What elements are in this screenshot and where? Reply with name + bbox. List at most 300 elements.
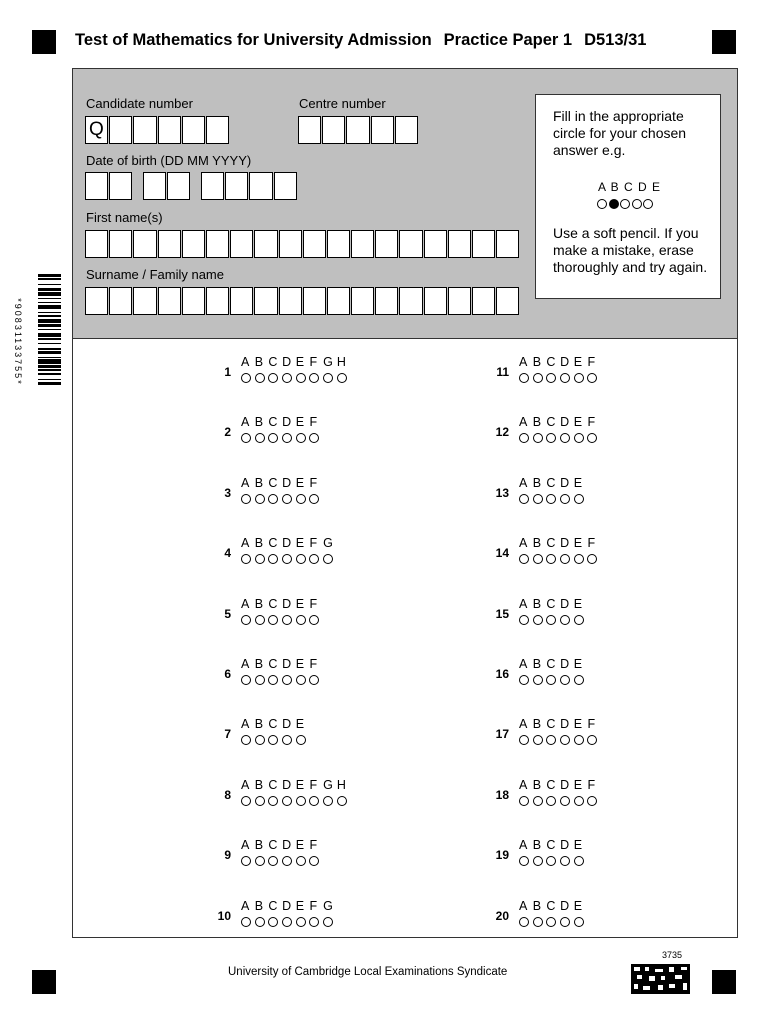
answer-bubble-a[interactable] (241, 554, 251, 564)
barcode-bar (38, 365, 61, 368)
answer-bubble-f[interactable] (587, 554, 597, 564)
surname-box[interactable] (254, 287, 277, 315)
dob-label: Date of birth (DD MM YYYY) (86, 153, 252, 168)
answer-bubble-b[interactable] (255, 796, 265, 806)
answer-bubble-e[interactable] (574, 373, 584, 383)
option-letter: D (282, 355, 292, 369)
option-letters (519, 536, 601, 550)
option-letter: A (241, 536, 250, 551)
answer-bubble-e[interactable] (574, 917, 584, 927)
answer-bubble-a[interactable] (241, 675, 251, 685)
barcode-bar (38, 379, 61, 380)
question-number: 18 (495, 787, 509, 802)
option-letters (241, 838, 323, 852)
option-letter: C (546, 838, 556, 853)
answer-bubble-b[interactable] (255, 373, 265, 383)
answer-bubbles (519, 735, 601, 745)
option-letter: C (546, 777, 556, 792)
answer-bubble-c[interactable] (268, 615, 278, 625)
answer-bubbles (241, 735, 309, 745)
option-letter: E (295, 657, 305, 671)
option-letter: A (519, 355, 528, 369)
option-letter: B (532, 898, 542, 913)
answer-bubble-e[interactable] (574, 433, 584, 443)
barcode-bar (38, 288, 61, 291)
answer-bubble-a[interactable] (519, 615, 529, 625)
option-letters (241, 536, 337, 550)
answer-bubble-a[interactable] (241, 796, 251, 806)
barcode-bar (38, 369, 61, 370)
answer-bubble-g[interactable] (323, 554, 333, 564)
surname-box[interactable] (206, 287, 229, 315)
option-letters (519, 415, 601, 429)
answer-bubble-e[interactable] (574, 554, 584, 564)
first-name-box[interactable] (133, 230, 156, 258)
candidate-number-box[interactable] (133, 116, 156, 144)
answer-bubble-d[interactable] (282, 494, 292, 504)
option-letter: F (587, 717, 596, 732)
option-letter: C (268, 838, 278, 853)
option-letter: F (309, 777, 318, 792)
surname-box[interactable] (448, 287, 471, 315)
answer-bubble-d[interactable] (282, 856, 292, 866)
answer-bubble-e[interactable] (574, 615, 584, 625)
answer-bubbles (519, 917, 587, 927)
answer-bubble-b[interactable] (255, 917, 265, 927)
option-letter: D (560, 898, 570, 913)
option-letters (519, 657, 587, 671)
answer-bubble-b[interactable] (255, 856, 265, 866)
example-circles (597, 199, 655, 209)
answer-bubble-b[interactable] (533, 615, 543, 625)
option-letter: E (573, 838, 583, 853)
surname-box[interactable] (351, 287, 374, 315)
instructions-pencil-text: Use a soft pencil. If you make a mistake, erase thoroughly and try again. (553, 225, 708, 275)
answer-bubble-e[interactable] (296, 494, 306, 504)
first-name-box[interactable] (254, 230, 277, 258)
answer-bubble-f[interactable] (587, 735, 597, 745)
question-number: 9 (224, 848, 231, 863)
answer-bubble-f[interactable] (309, 433, 319, 443)
surname-box[interactable] (472, 287, 495, 315)
answer-bubble-b[interactable] (533, 917, 543, 927)
answer-bubble-c[interactable] (268, 796, 278, 806)
answer-bubble-c[interactable] (546, 554, 556, 564)
answer-bubble-h[interactable] (337, 373, 347, 383)
first-name-box[interactable] (85, 230, 108, 258)
first-name-box[interactable] (303, 230, 326, 258)
dob-month-box[interactable] (167, 172, 190, 200)
dob-day-box[interactable] (85, 172, 108, 200)
answer-bubble-c[interactable] (268, 373, 278, 383)
answer-bubble-c[interactable] (546, 796, 556, 806)
option-letter: F (309, 475, 318, 490)
answer-bubble-a[interactable] (519, 796, 529, 806)
example-empty-circle (620, 199, 630, 209)
first-name-box[interactable] (496, 230, 519, 258)
surname-box[interactable] (375, 287, 398, 315)
answer-bubble-c[interactable] (268, 856, 278, 866)
option-letter: D (560, 415, 570, 430)
first-name-box[interactable] (375, 230, 398, 258)
surname-box[interactable] (133, 287, 156, 315)
answer-bubble-c[interactable] (546, 373, 556, 383)
centre-number-box[interactable] (371, 116, 394, 144)
footer-syndicate: University of Cambridge Local Examinations Syndicate (228, 966, 508, 978)
option-letter: F (309, 355, 318, 369)
option-letters (519, 717, 601, 731)
option-letter: E (573, 717, 583, 732)
answer-bubble-a[interactable] (241, 856, 251, 866)
candidate-number-box: Q (85, 116, 108, 144)
option-letter: A (241, 415, 250, 430)
answer-bubble-c[interactable] (268, 494, 278, 504)
answer-bubble-d[interactable] (282, 735, 292, 745)
answer-bubble-d[interactable] (560, 433, 570, 443)
question-number: 14 (495, 546, 509, 561)
answer-bubble-f[interactable] (309, 917, 319, 927)
answer-bubble-a[interactable] (519, 917, 529, 927)
answer-bubble-d[interactable] (560, 796, 570, 806)
barcode-bar (38, 343, 61, 344)
candidate-number-box[interactable] (158, 116, 181, 144)
question-number: 20 (495, 908, 509, 923)
answer-bubble-c[interactable] (546, 615, 556, 625)
question-number: 15 (495, 606, 509, 621)
answer-bubbles (241, 373, 351, 383)
answer-bubble-e[interactable] (574, 735, 584, 745)
first-name-box[interactable] (279, 230, 302, 258)
option-letters (519, 838, 587, 852)
page-title (75, 31, 646, 50)
answer-bubble-d[interactable] (560, 494, 570, 504)
candidate-number-box[interactable] (206, 116, 229, 144)
surname-box[interactable] (496, 287, 519, 315)
option-letter: B (532, 475, 542, 490)
option-letter: C (268, 475, 278, 490)
surname-box[interactable] (85, 287, 108, 315)
example-empty-circle (597, 199, 607, 209)
registration-mark-top-left (32, 30, 56, 54)
answer-bubble-b[interactable] (255, 735, 265, 745)
answer-bubble-e[interactable] (296, 735, 306, 745)
answer-bubble-c[interactable] (268, 735, 278, 745)
option-letter: A (519, 475, 528, 490)
question-number: 2 (224, 425, 231, 440)
first-name-box[interactable] (158, 230, 181, 258)
option-letter: B (254, 536, 264, 551)
first-name-box[interactable] (472, 230, 495, 258)
answer-bubble-a[interactable] (241, 373, 251, 383)
answer-bubble-f[interactable] (309, 554, 319, 564)
answer-bubble-g[interactable] (323, 796, 333, 806)
answer-bubble-f[interactable] (587, 373, 597, 383)
answer-bubble-e[interactable] (574, 494, 584, 504)
answer-bubble-e[interactable] (296, 554, 306, 564)
answer-bubble-e[interactable] (296, 917, 306, 927)
option-letter: A (241, 717, 250, 732)
answer-bubble-f[interactable] (587, 433, 597, 443)
option-letters (519, 597, 587, 611)
barcode-bar (38, 359, 61, 363)
answer-bubble-a[interactable] (241, 917, 251, 927)
answer-bubble-d[interactable] (560, 735, 570, 745)
option-letter: G (323, 355, 333, 369)
answer-bubble-b[interactable] (255, 675, 265, 685)
centre-number-box[interactable] (298, 116, 321, 144)
option-letter: A (519, 657, 528, 671)
option-letter: A (241, 838, 250, 853)
answer-bubble-a[interactable] (519, 735, 529, 745)
answer-bubble-c[interactable] (546, 433, 556, 443)
first-name-box[interactable] (424, 230, 447, 258)
option-letter: B (532, 596, 542, 611)
answer-bubble-e[interactable] (296, 373, 306, 383)
answer-bubbles (241, 796, 351, 806)
answer-bubble-c[interactable] (546, 675, 556, 685)
answer-bubble-f[interactable] (309, 494, 319, 504)
option-letter: H (336, 355, 346, 369)
option-letter: E (573, 415, 583, 430)
candidate-number-box[interactable] (109, 116, 132, 144)
surname-box[interactable] (158, 287, 181, 315)
option-letter: G (323, 536, 333, 551)
example-empty-circle (643, 199, 653, 209)
answer-bubble-f[interactable] (309, 796, 319, 806)
option-letter: C (268, 777, 278, 792)
answer-bubble-d[interactable] (560, 554, 570, 564)
dob-year-box[interactable] (201, 172, 224, 200)
surname-box[interactable] (279, 287, 302, 315)
answer-bubble-b[interactable] (255, 494, 265, 504)
answer-bubble-b[interactable] (533, 856, 543, 866)
answer-bubble-b[interactable] (255, 433, 265, 443)
option-letters (241, 355, 351, 369)
question-number: 10 (217, 908, 231, 923)
answer-bubble-d[interactable] (282, 675, 292, 685)
option-letter: D (282, 596, 292, 611)
first-name-box[interactable] (399, 230, 422, 258)
option-letter: A (519, 415, 528, 430)
candidate-details-panel (73, 69, 737, 339)
option-letter: D (282, 657, 292, 671)
option-letter: B (254, 415, 264, 430)
question-number: 7 (224, 727, 231, 742)
answer-bubble-a[interactable] (519, 373, 529, 383)
option-letter: B (532, 355, 542, 369)
option-letter: G (323, 777, 333, 792)
option-letter: E (573, 596, 583, 611)
option-letter: B (532, 777, 542, 792)
answer-bubble-d[interactable] (560, 373, 570, 383)
answer-bubble-b[interactable] (255, 615, 265, 625)
answer-bubble-f[interactable] (309, 675, 319, 685)
answer-bubble-a[interactable] (241, 615, 251, 625)
first-name-box[interactable] (109, 230, 132, 258)
answer-bubble-e[interactable] (574, 856, 584, 866)
answer-bubble-e[interactable] (296, 615, 306, 625)
surname-box[interactable] (399, 287, 422, 315)
option-letter: E (295, 475, 305, 490)
barcode-bar (38, 351, 61, 354)
option-letter: F (587, 415, 596, 430)
surname-box[interactable] (424, 287, 447, 315)
answer-bubble-b[interactable] (533, 554, 543, 564)
first-name-box[interactable] (327, 230, 350, 258)
answer-bubble-d[interactable] (282, 373, 292, 383)
option-letter: H (336, 777, 346, 792)
option-letter: E (295, 536, 305, 551)
option-letter: D (560, 657, 570, 671)
answer-bubble-c[interactable] (546, 494, 556, 504)
surname-label: Surname / Family name (86, 267, 224, 282)
answer-bubble-f[interactable] (309, 615, 319, 625)
option-letter: C (268, 355, 278, 369)
option-letters (241, 778, 351, 792)
answer-bubble-b[interactable] (533, 675, 543, 685)
question-number: 11 (496, 365, 509, 379)
answer-bubble-a[interactable] (241, 735, 251, 745)
barcode-bar (38, 278, 61, 279)
candidate-number-boxes (85, 116, 230, 144)
option-letter: D (282, 777, 292, 792)
answer-bubble-c[interactable] (268, 433, 278, 443)
question-number: 13 (495, 485, 509, 500)
dob-month-box[interactable] (143, 172, 166, 200)
registration-mark-bottom-right (712, 970, 736, 994)
answer-bubble-c[interactable] (268, 917, 278, 927)
dob-year-box[interactable] (274, 172, 297, 200)
answer-bubble-d[interactable] (282, 615, 292, 625)
option-letter: A (519, 777, 528, 792)
first-name-box[interactable] (230, 230, 253, 258)
answer-bubble-c[interactable] (546, 735, 556, 745)
answer-bubble-a[interactable] (519, 675, 529, 685)
barcode-bar (38, 329, 61, 330)
surname-box[interactable] (182, 287, 205, 315)
answer-sheet (72, 68, 738, 938)
barcode-bar (38, 319, 61, 323)
answer-bubble-d[interactable] (560, 615, 570, 625)
answer-bubble-c[interactable] (546, 917, 556, 927)
barcode-bar (38, 312, 61, 313)
answer-bubble-a[interactable] (519, 433, 529, 443)
dob-year-box[interactable] (249, 172, 272, 200)
dob-day-box[interactable] (109, 172, 132, 200)
answer-bubble-b[interactable] (533, 433, 543, 443)
answer-bubble-a[interactable] (519, 494, 529, 504)
answer-bubble-a[interactable] (241, 494, 251, 504)
answer-bubble-f[interactable] (309, 373, 319, 383)
option-letter: B (532, 536, 542, 551)
surname-boxes (85, 287, 520, 315)
answer-bubble-d[interactable] (282, 554, 292, 564)
answer-bubble-a[interactable] (519, 554, 529, 564)
option-letter: A (241, 596, 250, 611)
option-letter: B (254, 898, 264, 913)
answer-bubble-e[interactable] (574, 675, 584, 685)
centre-number-box[interactable] (395, 116, 418, 144)
answer-bubble-d[interactable] (560, 917, 570, 927)
answer-bubbles (241, 433, 323, 443)
answer-bubble-d[interactable] (560, 856, 570, 866)
answer-bubble-a[interactable] (519, 856, 529, 866)
answer-bubble-b[interactable] (533, 735, 543, 745)
option-letter: D (282, 475, 292, 490)
option-letter: C (268, 536, 278, 551)
dob-day-boxes (85, 172, 133, 200)
option-letter: A (241, 777, 250, 792)
answer-bubble-d[interactable] (282, 433, 292, 443)
option-letter: E (573, 355, 583, 369)
answer-bubble-c[interactable] (546, 856, 556, 866)
answer-bubbles (519, 675, 587, 685)
answer-bubble-e[interactable] (574, 796, 584, 806)
first-name-box[interactable] (182, 230, 205, 258)
option-letter: F (587, 355, 596, 369)
barcode-bar (38, 382, 61, 385)
answer-bubble-c[interactable] (268, 554, 278, 564)
answer-bubble-h[interactable] (337, 796, 347, 806)
candidate-number-box[interactable] (182, 116, 205, 144)
answer-bubble-b[interactable] (533, 494, 543, 504)
dob-year-box[interactable] (225, 172, 248, 200)
centre-number-box[interactable] (322, 116, 345, 144)
surname-box[interactable] (303, 287, 326, 315)
answer-bubble-d[interactable] (560, 675, 570, 685)
answer-bubble-e[interactable] (296, 433, 306, 443)
answer-bubble-a[interactable] (241, 433, 251, 443)
surname-box[interactable] (327, 287, 350, 315)
option-letter: A (519, 898, 528, 913)
answer-bubble-b[interactable] (533, 796, 543, 806)
centre-number-box[interactable] (346, 116, 369, 144)
answer-bubble-b[interactable] (533, 373, 543, 383)
answer-bubble-f[interactable] (309, 856, 319, 866)
surname-box[interactable] (230, 287, 253, 315)
answer-bubbles (519, 373, 601, 383)
answer-bubble-e[interactable] (296, 675, 306, 685)
answer-bubble-b[interactable] (255, 554, 265, 564)
answer-bubble-d[interactable] (282, 917, 292, 927)
sheet-code: 3735 (662, 950, 683, 960)
option-letter: C (546, 657, 556, 671)
option-letter: B (254, 717, 264, 732)
first-name-box[interactable] (206, 230, 229, 258)
first-name-box[interactable] (448, 230, 471, 258)
option-letter: F (309, 596, 318, 611)
answer-bubble-g[interactable] (323, 373, 333, 383)
answer-bubble-e[interactable] (296, 856, 306, 866)
answer-bubble-f[interactable] (587, 796, 597, 806)
answer-bubble-g[interactable] (323, 917, 333, 927)
instructions-box (535, 94, 721, 299)
option-letter: A (519, 717, 528, 732)
registration-mark-top-right (712, 30, 736, 54)
first-name-label: First name(s) (86, 210, 163, 225)
first-name-box[interactable] (351, 230, 374, 258)
option-letter: A (519, 536, 528, 551)
dob-year-boxes (201, 172, 298, 200)
answer-bubble-d[interactable] (282, 796, 292, 806)
option-letter: B (254, 475, 264, 490)
answer-bubble-e[interactable] (296, 796, 306, 806)
answer-bubble-c[interactable] (268, 675, 278, 685)
option-letter: A (519, 838, 528, 853)
registration-mark-bottom-left (32, 970, 56, 994)
answer-bubbles (241, 856, 323, 866)
surname-box[interactable] (109, 287, 132, 315)
